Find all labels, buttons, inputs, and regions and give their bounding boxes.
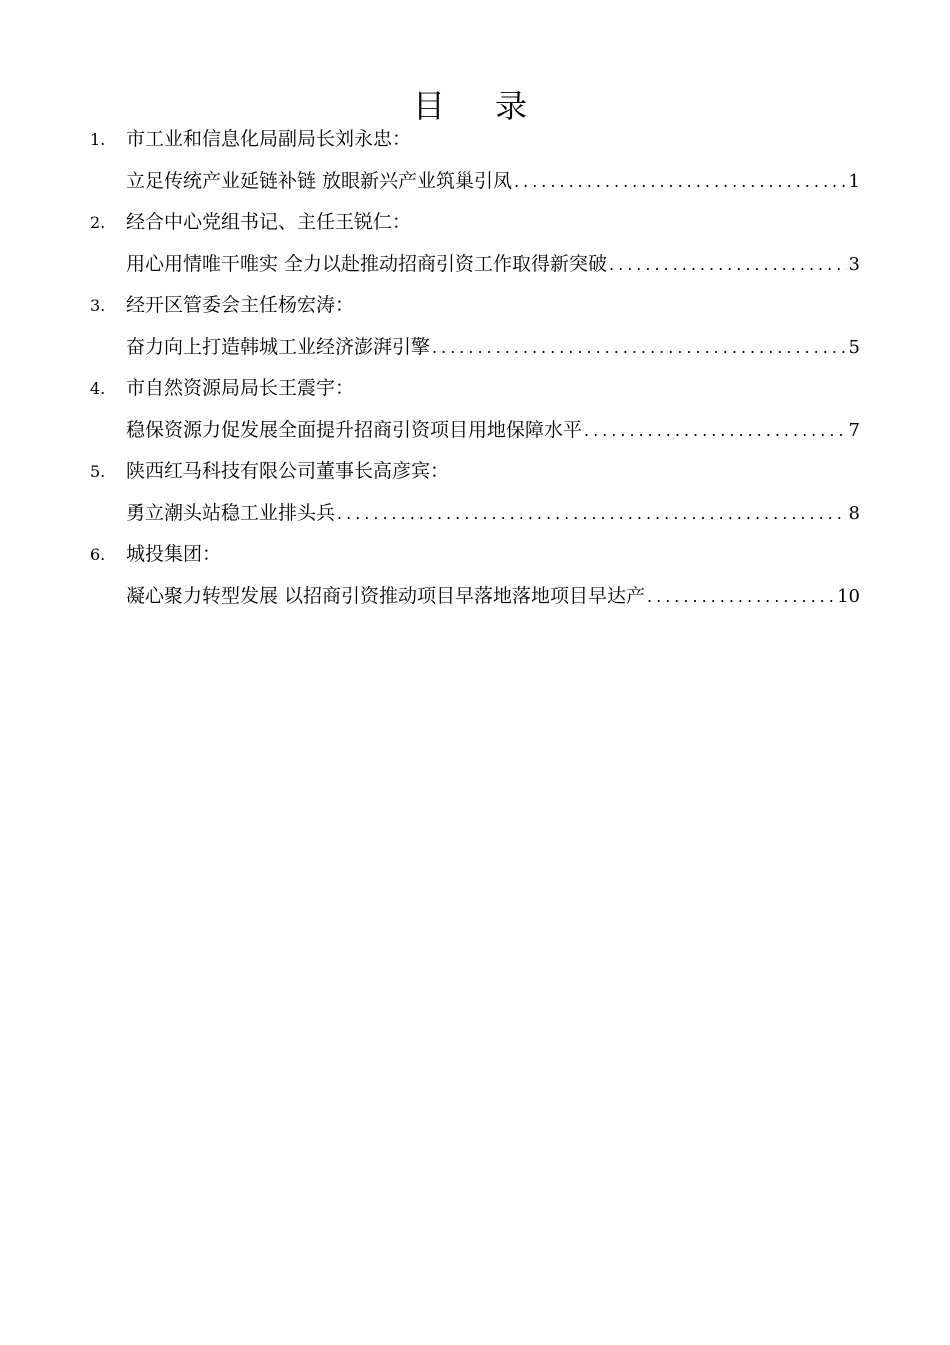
dot-leader — [645, 578, 835, 616]
toc-entry-link[interactable] — [126, 328, 860, 366]
toc-entry-link[interactable] — [126, 411, 860, 449]
toc-entry-page: 7 — [848, 420, 860, 441]
toc-entry-title: 用心用情唯干唯实 全力以赴推动招商引资工作取得新突破 — [126, 253, 608, 275]
dot-leader — [335, 495, 847, 533]
toc-entry — [0, 369, 950, 452]
toc-entry-link[interactable] — [126, 577, 860, 615]
toc-entry-page: 5 — [848, 337, 860, 358]
dot-leader — [582, 412, 847, 450]
toc-entry — [0, 452, 950, 535]
toc-entry-number: 4. — [90, 379, 106, 398]
toc-entry — [0, 203, 950, 286]
toc-entry-author — [90, 452, 449, 490]
toc-entry — [0, 120, 950, 203]
dot-leader — [607, 246, 847, 284]
toc-entry-link[interactable] — [126, 245, 860, 283]
table-of-contents — [0, 120, 950, 618]
toc-entry-page: 8 — [848, 503, 860, 524]
toc-entry-title: 奋力向上打造韩城工业经济澎湃引擎 — [126, 336, 431, 358]
toc-entry-number: 6. — [90, 545, 106, 564]
toc-title: 目 录 — [412, 87, 548, 125]
toc-entry-link[interactable] — [126, 162, 860, 200]
toc-entry-title: 立足传统产业延链补链 放眼新兴产业筑巢引凤 — [126, 170, 513, 192]
toc-entry-title: 勇立潮头站稳工业排头兵 — [126, 502, 336, 524]
toc-entry-author-text: 经合中心党组书记、主任王锐仁： — [126, 211, 412, 233]
toc-entry-page: 10 — [837, 586, 860, 607]
toc-entry-author-text: 城投集团： — [126, 543, 222, 565]
toc-entry-number: 2. — [90, 213, 106, 232]
toc-entry-author-text: 经开区管委会主任杨宏涛： — [126, 294, 355, 316]
toc-entry-author-text: 市工业和信息化局副局长刘永忠： — [126, 128, 412, 150]
toc-entry-number: 3. — [90, 296, 106, 315]
toc-entry-number: 5. — [90, 462, 106, 481]
toc-entry — [0, 286, 950, 369]
toc-entry-author — [90, 369, 354, 407]
toc-entry-title: 稳保资源力促发展全面提升招商引资项目用地保障水平 — [126, 419, 583, 441]
dot-leader — [430, 329, 847, 367]
toc-entry-title: 凝心聚力转型发展 以招商引资推动项目早落地落地项目早达产 — [126, 585, 646, 607]
toc-entry — [0, 535, 950, 618]
toc-entry-author — [90, 286, 354, 324]
toc-entry-author — [90, 535, 221, 573]
toc-entry-number: 1. — [90, 130, 106, 149]
toc-entry-page: 3 — [848, 254, 860, 275]
toc-entry-author-text: 市自然资源局局长王震宇： — [126, 377, 355, 399]
toc-entry-link[interactable] — [126, 494, 860, 532]
toc-entry-author — [90, 203, 411, 241]
toc-entry-page: 1 — [848, 171, 860, 192]
toc-entry-author-text: 陕西红马科技有限公司董事长高彦宾： — [126, 460, 450, 482]
dot-leader — [512, 163, 847, 201]
toc-entry-author — [90, 120, 411, 158]
